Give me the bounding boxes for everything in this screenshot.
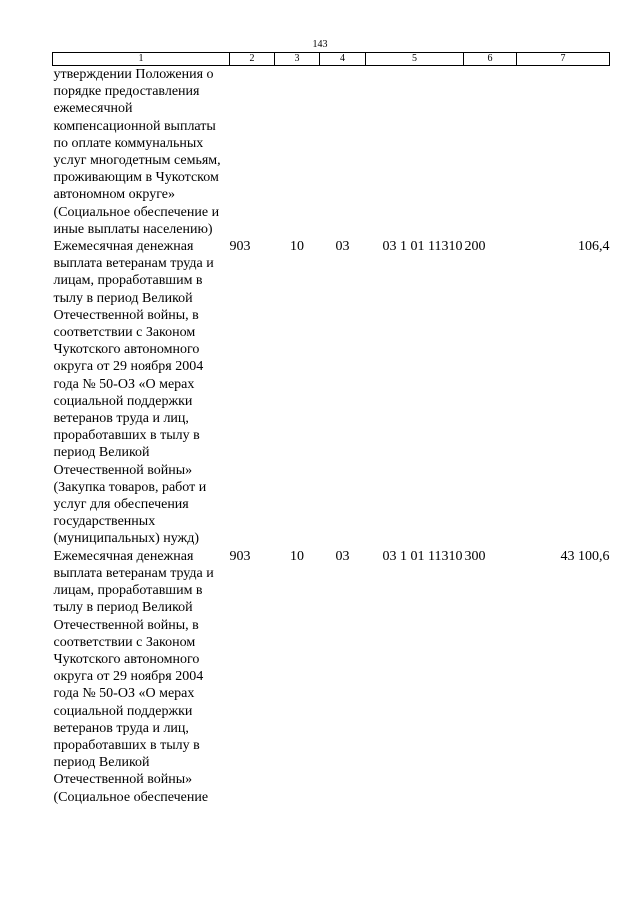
header-col-6: 6 [464, 53, 517, 66]
header-col-1: 1 [53, 53, 230, 66]
column-number-header [53, 53, 610, 66]
header-col-5: 5 [366, 53, 464, 66]
table-row [53, 548, 610, 806]
row-description: утверждении Положения о порядке предоставления ежемесячной компенсационной выплаты по оплате коммунальных услуг многодетным семьям, проживающим в Чукотском автономном округе» (Социальное обеспечение и иные выплаты населению) [53, 67, 221, 237]
row-subsection: 03 [335, 239, 350, 255]
row-target-article: 03 1 01 11310 [382, 548, 463, 564]
table-row [53, 66, 610, 239]
row-ministry-code: 903 [229, 239, 251, 255]
row-section: 10 [290, 239, 304, 255]
row-description: Ежемесячная денежная выплата ветеранам труда и лицам, проработавшим в тылу в период Великой Отечественной войны, в соответствии с Законом Чукотского автономного округа от 29 ноября 2004 года № 50-ОЗ «О мерах социальной поддержки ветеранов труда и лиц, проработавших в тылу в период Великой Отечественной войны» (Социальное обеспечение [53, 548, 214, 805]
row-target-article: 03 1 01 11310 [382, 239, 463, 255]
row-ministry-code [230, 66, 275, 239]
row-ministry-code: 903 [229, 548, 251, 564]
row-subsection [320, 66, 366, 239]
header-col-4: 4 [320, 53, 366, 66]
header-col-3: 3 [275, 53, 320, 66]
budget-table [52, 52, 610, 806]
page-number: 143 [312, 39, 328, 50]
row-description: Ежемесячная денежная выплата ветеранам труда и лицам, проработавшим в тылу в период Великой Отечественной войны, в соответствии с Законом Чукотского автономного округа от 29 ноября 2004 года № 50-ОЗ «О мерах социальной поддержки ветеранов труда и лиц, проработавших в тылу в период Великой Отечественной войны» (Закупка товаров, работ и услуг для обеспечения государственных (муниципальных) нужд) [53, 239, 214, 547]
header-col-7: 7 [517, 53, 610, 66]
header-col-2: 2 [230, 53, 275, 66]
row-section [275, 66, 320, 239]
row-amount: 106,4 [578, 239, 610, 255]
row-expense-type [464, 66, 517, 239]
row-section: 10 [290, 548, 304, 564]
row-expense-type: 300 [464, 548, 486, 564]
row-expense-type: 200 [464, 239, 486, 255]
table-row [53, 238, 610, 548]
row-subsection: 03 [335, 548, 350, 564]
row-amount: 43 100,6 [560, 548, 610, 564]
row-target-article [366, 66, 464, 239]
row-amount [517, 66, 610, 239]
